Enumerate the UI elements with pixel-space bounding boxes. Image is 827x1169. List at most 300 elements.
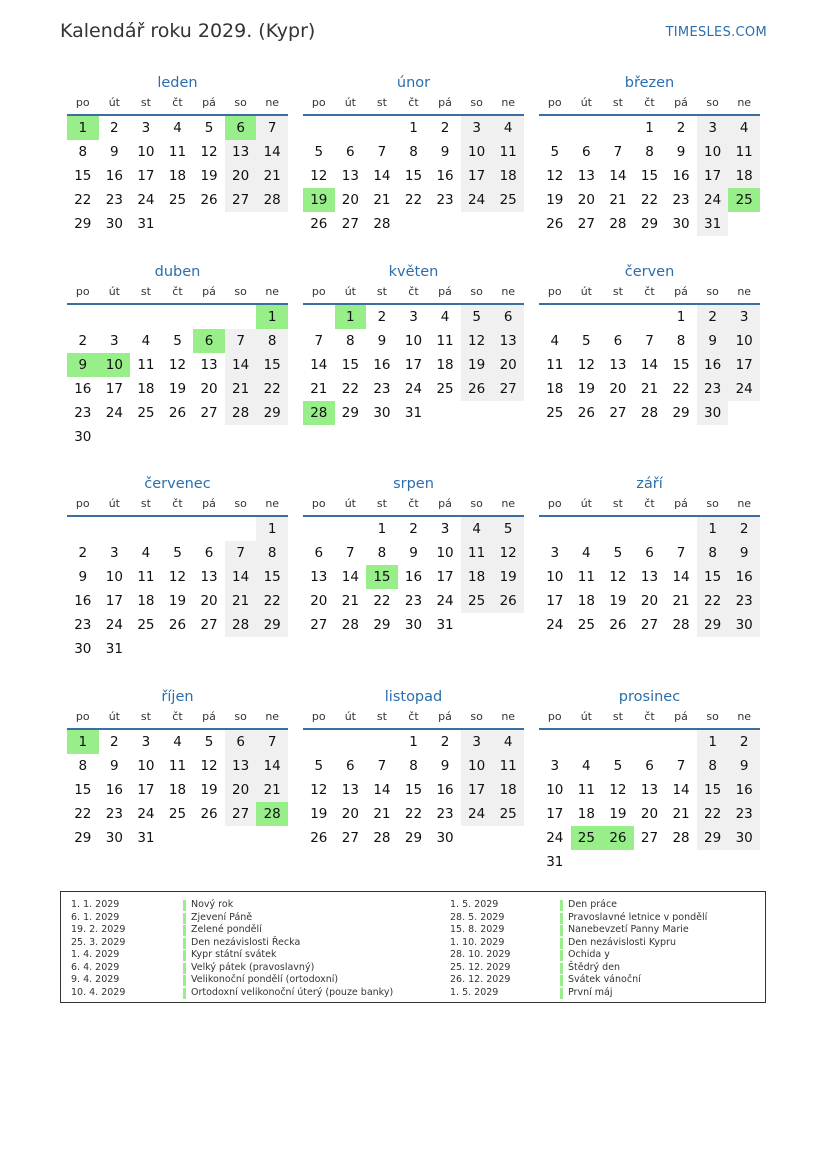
weekday-label: po: [75, 96, 90, 109]
weekday-label: čt: [172, 710, 183, 723]
legend-marker: [560, 938, 563, 949]
day-cell: 10: [436, 545, 454, 561]
day-cell: 7: [256, 730, 288, 754]
month-leden: [67, 72, 288, 262]
day-cell: 6: [204, 545, 214, 561]
day-cell: 27: [640, 830, 659, 846]
day-cell: 23: [436, 192, 454, 208]
day-cell: 25: [137, 405, 155, 421]
legend-date: 26. 12. 2029: [450, 974, 511, 985]
legend-name: Ortodoxní velikonoční úterý (pouze banky): [191, 986, 394, 998]
day-cell: 19: [492, 565, 524, 589]
day-cell: 20: [640, 806, 659, 822]
day-cell: 27: [492, 377, 524, 401]
day-cell: 31: [404, 405, 423, 421]
day-cell: 2: [440, 734, 450, 750]
weekday-label: čt: [408, 497, 419, 510]
day-cell: 1: [409, 120, 418, 136]
day-cell: 3: [461, 116, 493, 140]
legend-name: Velký pátek (pravoslavný): [191, 961, 315, 973]
day-cell: 28: [225, 401, 257, 425]
day-cell: 4: [173, 734, 182, 750]
day-cell: 5: [173, 545, 182, 561]
day-cell: 12: [310, 168, 328, 184]
day-cell: 6: [314, 545, 324, 561]
day-cell: 1: [409, 734, 418, 750]
legend-date: 1. 10. 2029: [450, 936, 505, 948]
day-cell: 20: [310, 593, 328, 609]
day-cell: 30: [728, 826, 760, 850]
legend-date: 15. 8. 2029: [450, 924, 505, 935]
day-cell: 31: [137, 830, 155, 846]
day-cell: 15: [404, 168, 423, 184]
day-cell: 11: [436, 333, 454, 349]
day-cell: 4: [582, 545, 591, 561]
legend-marker: [560, 988, 563, 999]
day-cell: 28: [373, 216, 391, 232]
legend-marker: [560, 900, 563, 911]
day-cell: 15: [256, 353, 288, 377]
day-cell: 6: [645, 545, 654, 561]
day-cell: 3: [550, 545, 560, 561]
day-cell: 8: [377, 545, 387, 561]
day-cell: 8: [409, 758, 418, 774]
day-cell: 30: [74, 641, 92, 657]
legend-date: 25. 12. 2029: [450, 961, 511, 973]
legend-name: Kypr státní svátek: [191, 949, 277, 960]
weekday-header: [303, 285, 524, 299]
day-cell: 13: [225, 140, 257, 164]
holiday-day: 25: [728, 188, 760, 212]
day-cell: 7: [314, 333, 324, 349]
day-cell: 8: [645, 144, 654, 160]
day-cell: 2: [78, 545, 88, 561]
weekday-label: st: [376, 710, 387, 723]
day-cell: 15: [341, 357, 359, 373]
month-září: [539, 473, 760, 663]
day-cell: 27: [341, 830, 359, 846]
weekday-label: čt: [408, 710, 419, 723]
legend-name: Nanebevzetí Panny Marie: [568, 924, 689, 935]
legend-marker: [183, 963, 186, 974]
day-cell: 20: [577, 192, 595, 208]
day-cell: 1: [256, 517, 288, 541]
day-cell: 23: [74, 405, 92, 421]
day-cell: 28: [256, 188, 288, 212]
day-cell: 2: [697, 305, 729, 329]
day-cell: 29: [74, 830, 92, 846]
day-cell: 11: [461, 541, 493, 565]
day-cell: 8: [697, 754, 729, 778]
day-cell: 24: [546, 617, 564, 633]
day-cell: 22: [74, 806, 92, 822]
day-cell: 29: [640, 216, 659, 232]
day-cell: 9: [440, 144, 450, 160]
day-cell: 29: [341, 405, 359, 421]
day-cell: 12: [200, 758, 218, 774]
month-květen: [303, 261, 524, 451]
day-cell: 15: [640, 168, 659, 184]
day-cell: 21: [609, 192, 627, 208]
day-cell: 9: [110, 758, 119, 774]
weekday-label: po: [75, 710, 90, 723]
weekday-label: so: [470, 497, 483, 510]
day-cell: 14: [310, 357, 328, 373]
day-cell: 14: [256, 140, 288, 164]
weekday-label: út: [108, 497, 120, 510]
day-cell: 31: [436, 617, 454, 633]
legend-marker: [560, 950, 563, 961]
month-name: květen: [388, 264, 439, 280]
month-říjen: [67, 686, 288, 876]
weekday-label: so: [234, 497, 247, 510]
legend-date: 25. 3. 2029: [71, 936, 126, 948]
day-cell: 21: [310, 381, 328, 397]
day-cell: 27: [640, 617, 659, 633]
weekday-label: so: [706, 96, 719, 109]
day-cell: 15: [697, 778, 729, 802]
day-cell: 24: [461, 188, 493, 212]
day-cell: 24: [436, 593, 454, 609]
weekday-label: st: [140, 285, 151, 298]
day-cell: 4: [728, 116, 760, 140]
weekday-label: út: [580, 96, 592, 109]
day-cell: 29: [672, 405, 690, 421]
legend-marker: [560, 975, 563, 986]
day-cell: 4: [550, 333, 560, 349]
weekday-label: čt: [408, 285, 419, 298]
day-cell: 10: [697, 140, 729, 164]
day-cell: 24: [728, 377, 760, 401]
day-cell: 16: [74, 381, 92, 397]
day-cell: 14: [256, 754, 288, 778]
day-cell: 24: [105, 617, 123, 633]
day-cell: 24: [697, 188, 729, 212]
legend-date: 1. 1. 2029: [71, 899, 120, 910]
header-rule: [67, 303, 288, 305]
legend-date: 6. 4. 2029: [71, 961, 120, 973]
day-cell: 17: [137, 168, 155, 184]
weekday-label: st: [140, 710, 151, 723]
day-cell: 23: [697, 377, 729, 401]
day-cell: 6: [225, 730, 257, 754]
day-cell: 5: [314, 758, 324, 774]
day-cell: 22: [404, 806, 423, 822]
day-cell: 27: [200, 617, 218, 633]
day-cell: 23: [74, 617, 92, 633]
day-cell: 30: [105, 830, 123, 846]
day-cell: 13: [341, 782, 359, 798]
day-cell: 2: [110, 120, 119, 136]
day-cell: 30: [105, 216, 123, 232]
weekday-label: út: [344, 96, 356, 109]
holiday-day: 10: [99, 353, 131, 377]
day-cell: 23: [728, 802, 760, 826]
weekday-label: čt: [644, 497, 655, 510]
weekday-header: [539, 96, 760, 110]
day-cell: 5: [204, 734, 214, 750]
weekday-label: so: [470, 710, 483, 723]
day-cell: 17: [105, 381, 123, 397]
weekday-label: so: [706, 285, 719, 298]
day-cell: 16: [74, 593, 92, 609]
day-cell: 25: [168, 806, 187, 822]
legend-marker: [183, 950, 186, 961]
weekday-label: ne: [501, 285, 516, 298]
day-cell: 24: [404, 381, 423, 397]
weekday-label: pá: [674, 96, 688, 109]
day-cell: 13: [492, 329, 524, 353]
weekday-label: ne: [501, 710, 516, 723]
day-cell: 26: [492, 589, 524, 613]
weekday-header: [303, 96, 524, 110]
day-cell: 25: [137, 617, 155, 633]
day-cell: 13: [640, 782, 659, 798]
day-cell: 4: [173, 120, 182, 136]
weekday-label: pá: [674, 710, 688, 723]
day-cell: 20: [225, 164, 257, 188]
day-cell: 29: [256, 613, 288, 637]
day-cell: 27: [609, 405, 627, 421]
legend-name: Zelené pondělí: [191, 924, 262, 935]
day-cell: 12: [168, 569, 187, 585]
day-cell: 15: [256, 565, 288, 589]
weekday-label: ne: [737, 497, 752, 510]
weekday-header: [67, 96, 288, 110]
day-cell: 1: [697, 730, 729, 754]
legend-date: 10. 4. 2029: [71, 986, 126, 998]
day-cell: 17: [546, 806, 564, 822]
day-cell: 27: [200, 405, 218, 421]
weekday-label: ne: [737, 96, 752, 109]
day-cell: 25: [461, 589, 493, 613]
day-cell: 18: [137, 381, 155, 397]
day-cell: 22: [640, 192, 659, 208]
day-cell: 14: [373, 168, 391, 184]
day-cell: 21: [256, 778, 288, 802]
weekday-label: so: [470, 285, 483, 298]
day-cell: 17: [404, 357, 423, 373]
day-cell: 11: [728, 140, 760, 164]
day-cell: 12: [492, 541, 524, 565]
day-cell: 15: [697, 565, 729, 589]
weekday-label: st: [376, 285, 387, 298]
day-cell: 10: [461, 754, 493, 778]
day-cell: 8: [78, 144, 88, 160]
day-cell: 8: [346, 333, 355, 349]
day-cell: 11: [137, 569, 155, 585]
day-cell: 3: [550, 758, 560, 774]
day-cell: 1: [697, 517, 729, 541]
month-name: srpen: [393, 476, 434, 492]
day-cell: 10: [461, 140, 493, 164]
month-name: únor: [396, 75, 431, 91]
day-cell: 11: [492, 140, 524, 164]
day-cell: 3: [141, 734, 151, 750]
month-name: říjen: [161, 689, 194, 705]
day-cell: 19: [310, 806, 328, 822]
day-cell: 14: [373, 782, 391, 798]
day-cell: 31: [697, 212, 729, 236]
day-cell: 13: [341, 168, 359, 184]
day-cell: 11: [168, 758, 187, 774]
day-cell: 25: [546, 405, 564, 421]
day-cell: 19: [461, 353, 493, 377]
weekday-label: út: [108, 96, 120, 109]
day-cell: 14: [672, 782, 690, 798]
holiday-day: 19: [303, 188, 335, 212]
weekday-label: po: [547, 285, 562, 298]
day-cell: 26: [577, 405, 595, 421]
day-cell: 7: [676, 758, 686, 774]
day-cell: 18: [546, 381, 564, 397]
day-cell: 8: [256, 329, 288, 353]
weekday-header: [539, 710, 760, 724]
day-cell: 14: [225, 353, 257, 377]
holiday-day: 28: [303, 401, 335, 425]
day-cell: 3: [110, 545, 119, 561]
day-cell: 28: [640, 405, 659, 421]
day-cell: 26: [168, 405, 187, 421]
brand-link[interactable]: TIMESLES.COM: [665, 25, 767, 40]
day-cell: 1: [645, 120, 654, 136]
day-cell: 2: [728, 517, 760, 541]
day-cell: 30: [728, 613, 760, 637]
day-cell: 20: [341, 192, 359, 208]
day-cell: 10: [137, 144, 155, 160]
day-cell: 25: [492, 802, 524, 826]
weekday-label: st: [612, 285, 623, 298]
day-cell: 5: [173, 333, 182, 349]
day-cell: 28: [373, 830, 391, 846]
day-cell: 5: [613, 758, 623, 774]
weekday-label: po: [311, 710, 326, 723]
day-cell: 12: [609, 782, 627, 798]
day-cell: 14: [640, 357, 659, 373]
day-cell: 27: [341, 216, 359, 232]
day-cell: 16: [672, 168, 690, 184]
weekday-label: pá: [674, 285, 688, 298]
day-cell: 9: [440, 758, 450, 774]
day-cell: 20: [200, 381, 218, 397]
day-cell: 20: [609, 381, 627, 397]
weekday-label: čt: [172, 285, 183, 298]
day-cell: 14: [609, 168, 627, 184]
day-cell: 7: [377, 758, 387, 774]
weekday-label: so: [234, 96, 247, 109]
day-cell: 13: [609, 357, 627, 373]
day-cell: 17: [461, 778, 493, 802]
day-cell: 21: [373, 192, 391, 208]
day-cell: 6: [346, 144, 355, 160]
day-cell: 27: [225, 188, 257, 212]
day-cell: 21: [672, 806, 690, 822]
day-cell: 15: [74, 168, 92, 184]
weekday-label: út: [580, 285, 592, 298]
month-únor: [303, 72, 524, 262]
month-name: březen: [624, 75, 675, 91]
day-cell: 25: [492, 188, 524, 212]
day-cell: 2: [728, 730, 760, 754]
day-cell: 31: [105, 641, 123, 657]
day-cell: 17: [697, 164, 729, 188]
day-cell: 18: [168, 168, 187, 184]
day-cell: 20: [492, 353, 524, 377]
day-cell: 17: [105, 593, 123, 609]
day-cell: 6: [346, 758, 355, 774]
day-cell: 13: [200, 357, 218, 373]
day-cell: 18: [436, 357, 454, 373]
legend-name: Velikonoční pondělí (ortodoxní): [191, 974, 339, 985]
day-cell: 27: [577, 216, 595, 232]
weekday-label: čt: [644, 285, 655, 298]
day-cell: 19: [168, 593, 187, 609]
day-cell: 19: [609, 593, 627, 609]
day-cell: 26: [168, 617, 187, 633]
legend-name: Zjevení Páně: [191, 911, 253, 923]
weekday-label: so: [706, 710, 719, 723]
day-cell: 26: [200, 806, 218, 822]
legend-name: Ochida y: [568, 949, 610, 960]
weekday-label: ne: [737, 710, 752, 723]
holiday-legend: [60, 891, 766, 1003]
day-cell: 9: [676, 144, 686, 160]
month-srpen: [303, 473, 524, 663]
day-cell: 3: [461, 730, 493, 754]
legend-marker: [183, 913, 186, 924]
legend-date: 6. 1. 2029: [71, 911, 120, 923]
legend-marker: [183, 925, 186, 936]
day-cell: 5: [550, 144, 560, 160]
day-cell: 26: [310, 216, 328, 232]
day-cell: 21: [256, 164, 288, 188]
day-cell: 9: [697, 329, 729, 353]
month-červenec: [67, 473, 288, 663]
weekday-label: so: [234, 710, 247, 723]
month-name: prosinec: [618, 689, 681, 705]
day-cell: 9: [409, 545, 418, 561]
day-cell: 11: [546, 357, 564, 373]
day-cell: 23: [105, 806, 123, 822]
legend-marker: [560, 913, 563, 924]
day-cell: 9: [728, 754, 760, 778]
day-cell: 22: [74, 192, 92, 208]
day-cell: 4: [141, 545, 151, 561]
day-cell: 4: [461, 517, 493, 541]
day-cell: 22: [256, 589, 288, 613]
day-cell: 5: [461, 305, 493, 329]
day-cell: 17: [436, 569, 454, 585]
weekday-label: ne: [265, 497, 280, 510]
month-name: červenec: [144, 476, 211, 492]
month-duben: [67, 261, 288, 451]
weekday-label: ne: [265, 96, 280, 109]
day-cell: 30: [373, 405, 391, 421]
day-cell: 5: [204, 120, 214, 136]
holiday-day: 6: [193, 329, 225, 353]
day-cell: 24: [137, 192, 155, 208]
day-cell: 10: [404, 333, 423, 349]
weekday-label: út: [580, 497, 592, 510]
holiday-day: 15: [366, 565, 398, 589]
day-cell: 29: [373, 617, 391, 633]
legend-date: 1. 4. 2029: [71, 949, 120, 960]
day-cell: 4: [492, 730, 524, 754]
day-cell: 4: [440, 309, 450, 325]
day-cell: 8: [676, 333, 686, 349]
weekday-label: pá: [438, 497, 452, 510]
day-cell: 8: [697, 541, 729, 565]
